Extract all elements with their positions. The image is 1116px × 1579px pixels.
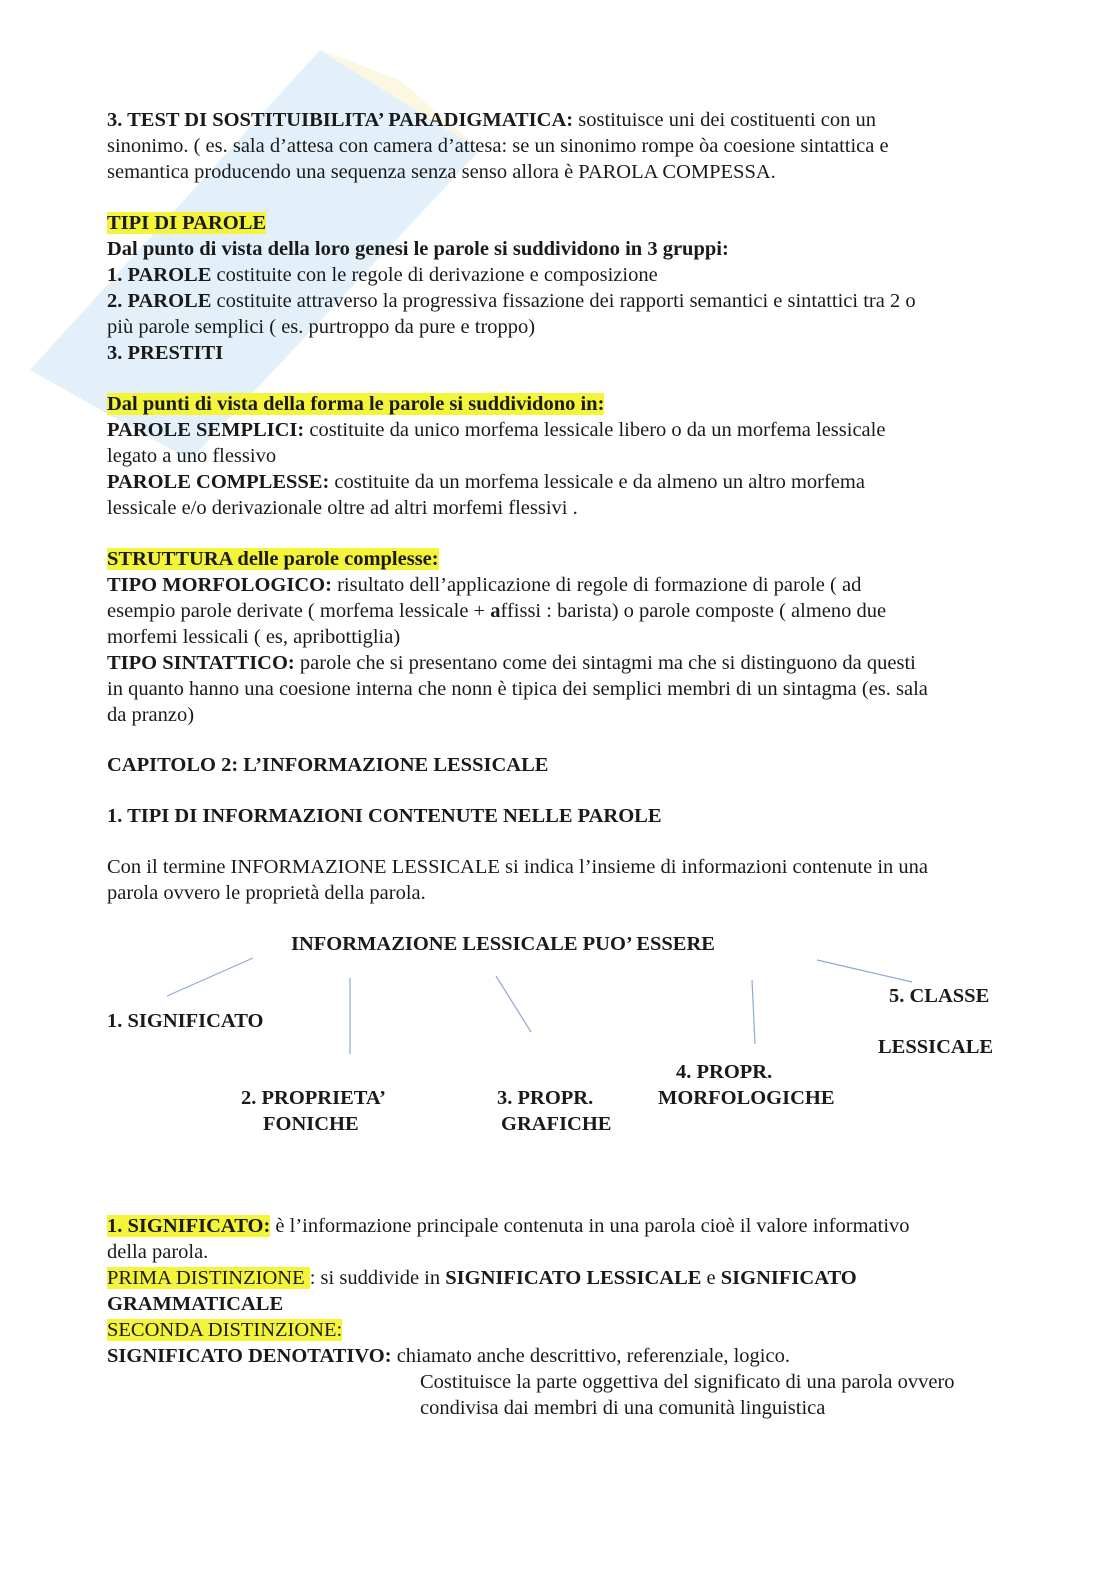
grammaticale-line	[107, 1291, 283, 1317]
struttura-heading-text: STRUTTURA delle parole complesse:	[107, 548, 439, 570]
chapter-title	[107, 752, 548, 778]
tipi-heading	[107, 210, 266, 236]
struttura-morf-line-2b: ffissi : barista) o parole composte ( almeno due	[500, 600, 887, 622]
diagram-node-1: 1. SIGNIFICATO	[107, 1010, 264, 1032]
chapter-para-line-2: parola ovvero le proprietà della parola.	[107, 882, 426, 904]
denotativo-text: chiamato anche descrittivo, referenziale, logico.	[391, 1345, 790, 1367]
chapter-subtitle	[107, 803, 662, 829]
struttura-heading	[107, 546, 439, 572]
tipi-item-1-text: costituite con le regole di derivazione e composizione	[211, 264, 658, 286]
denotativo-line-3: condivisa dai membri di una comunità linguistica	[420, 1397, 826, 1419]
diagram-node-3-line-1: 3. PROPR.	[497, 1087, 594, 1109]
forma-complesse-label: PAROLE COMPLESSE:	[107, 471, 330, 493]
conjunction-e: e	[701, 1267, 721, 1289]
diagram-node-2-line-1: 2. PROPRIETA’	[241, 1087, 387, 1109]
forma-heading-text: Dal punti di vista della forma le parole si suddividono in:	[107, 393, 605, 415]
forma-complesse-line-2: lessicale e/o derivazionale oltre ad altri morfemi flessivi .	[107, 497, 578, 519]
tipi-heading-text: TIPI DI PAROLE	[107, 212, 267, 234]
tipi-item-3-label: 3. PRESTITI	[107, 342, 224, 364]
chapter-subtitle-text: 1. TIPI DI INFORMAZIONI CONTENUTE NELLE PAROLE	[107, 805, 662, 827]
forma-complesse	[107, 469, 865, 495]
diagram-node-4-line-2: MORFOLOGICHE	[658, 1087, 835, 1109]
struttura-morf-line-2a: esempio parole derivate ( morfema lessicale +	[107, 600, 491, 622]
tipi-intro-text: Dal punto di vista della loro genesi le parole si suddividono in 3 gruppi:	[107, 238, 729, 260]
tipi-item-1	[107, 262, 658, 288]
chapter-para-line-1: Con il termine INFORMAZIONE LESSICALE si indica l’insieme di informazioni contenute in una	[107, 856, 929, 878]
forma-semplici	[107, 417, 885, 443]
struttura-morf-label: TIPO MORFOLOGICO:	[107, 574, 332, 596]
struttura-sint	[107, 650, 916, 676]
connector-1	[167, 958, 253, 996]
test-text: sostituisce uni dei costituenti con un	[573, 109, 877, 131]
tipi-item-2-text: costituite attraverso la progressiva fissazione dei rapporti semantici e sintattici tra 2 o	[211, 290, 916, 312]
test-title: 3. TEST DI SOSTITUIBILITA’ PARADIGMATICA:	[107, 109, 574, 131]
grammaticale-text: GRAMMATICALE	[107, 1293, 284, 1315]
prima-distinzione	[107, 1265, 857, 1291]
diagram-node-5-line-1: 5. CLASSE	[889, 985, 990, 1007]
struttura-sint-line-2: in quanto hanno una coesione interna che nonn è tipica dei semplici membri di un sintagma (es. sala	[107, 678, 928, 700]
significato-lessicale: SIGNIFICATO LESSICALE	[445, 1267, 702, 1289]
diagram-node-5-line-2: LESSICALE	[878, 1036, 994, 1058]
connector-4	[752, 980, 755, 1044]
seconda-distinzione-label: SECONDA DISTINZIONE:	[107, 1319, 343, 1341]
denotativo-line-2: Costituisce la parte oggettiva del significato di una parola ovvero	[420, 1371, 955, 1393]
connector-5	[817, 960, 912, 982]
diagram-node-3-line-2: GRAFICHE	[501, 1113, 612, 1135]
seconda-distinzione	[107, 1317, 342, 1343]
forma-semplici-line-2: legato a uno flessivo	[107, 445, 277, 467]
significato-heading-text: 1. SIGNIFICATO:	[107, 1215, 271, 1237]
test-line-2: sinonimo. ( es. sala d’attesa con camera d’attesa: se un sinonimo rompe òa coesione sintattica e	[107, 135, 889, 157]
struttura-morf-text: risultato dell’applicazione di regole di formazione di parole ( ad	[331, 574, 862, 596]
test-line-3: semantica producendo una sequenza senza senso allora è PAROLA COMPESSA.	[107, 161, 776, 183]
significato-text: è l’informazione principale contenuta in una parola cioè il valore informativo	[270, 1215, 910, 1237]
struttura-morf	[107, 572, 861, 598]
struttura-sint-text: parole che si presentano come dei sintagmi ma che si distinguono da questi	[294, 652, 916, 674]
struttura-sint-label: TIPO SINTATTICO:	[107, 652, 295, 674]
tipi-intro	[107, 236, 729, 262]
denotativo-label: SIGNIFICATO DENOTATIVO:	[107, 1345, 392, 1367]
diagram-root: INFORMAZIONE LESSICALE PUO’ ESSERE	[291, 933, 715, 955]
tipi-item-2-label: 2. PAROLE	[107, 290, 212, 312]
diagram-node-2-line-2: FONICHE	[263, 1113, 359, 1135]
diagram-node-4-line-1: 4. PROPR.	[676, 1061, 773, 1083]
prima-distinzione-text: : si suddivide in	[309, 1267, 446, 1289]
forma-complesse-text: costituite da un morfema lessicale e da almeno un altro morfema	[329, 471, 865, 493]
forma-heading	[107, 391, 604, 417]
forma-semplici-text: costituite da unico morfema lessicale libero o da un morfema lessicale	[304, 419, 886, 441]
significato-heading	[107, 1213, 910, 1239]
test-line-1	[107, 107, 876, 133]
struttura-morf-line-3: morfemi lessicali ( es, apribottiglia)	[107, 626, 401, 648]
significato-grammaticale: SIGNIFICATO	[720, 1267, 857, 1289]
connector-3	[496, 976, 531, 1032]
significato-denotativo	[107, 1343, 790, 1369]
tipi-item-3	[107, 340, 223, 366]
struttura-morf-line-2	[107, 598, 886, 624]
struttura-morf-line-2-bold: a	[490, 600, 501, 622]
forma-semplici-label: PAROLE SEMPLICI:	[107, 419, 305, 441]
significato-line-2: della parola.	[107, 1241, 209, 1263]
chapter-title-text: CAPITOLO 2: L’INFORMAZIONE LESSICALE	[107, 754, 549, 776]
tipi-item-1-label: 1. PAROLE	[107, 264, 212, 286]
tipi-item-2	[107, 288, 916, 314]
tipi-item-2-line-2: più parole semplici ( es. purtroppo da pure e troppo)	[107, 316, 536, 338]
prima-distinzione-label: PRIMA DISTINZIONE	[107, 1267, 310, 1289]
struttura-sint-line-3: da pranzo)	[107, 704, 195, 726]
